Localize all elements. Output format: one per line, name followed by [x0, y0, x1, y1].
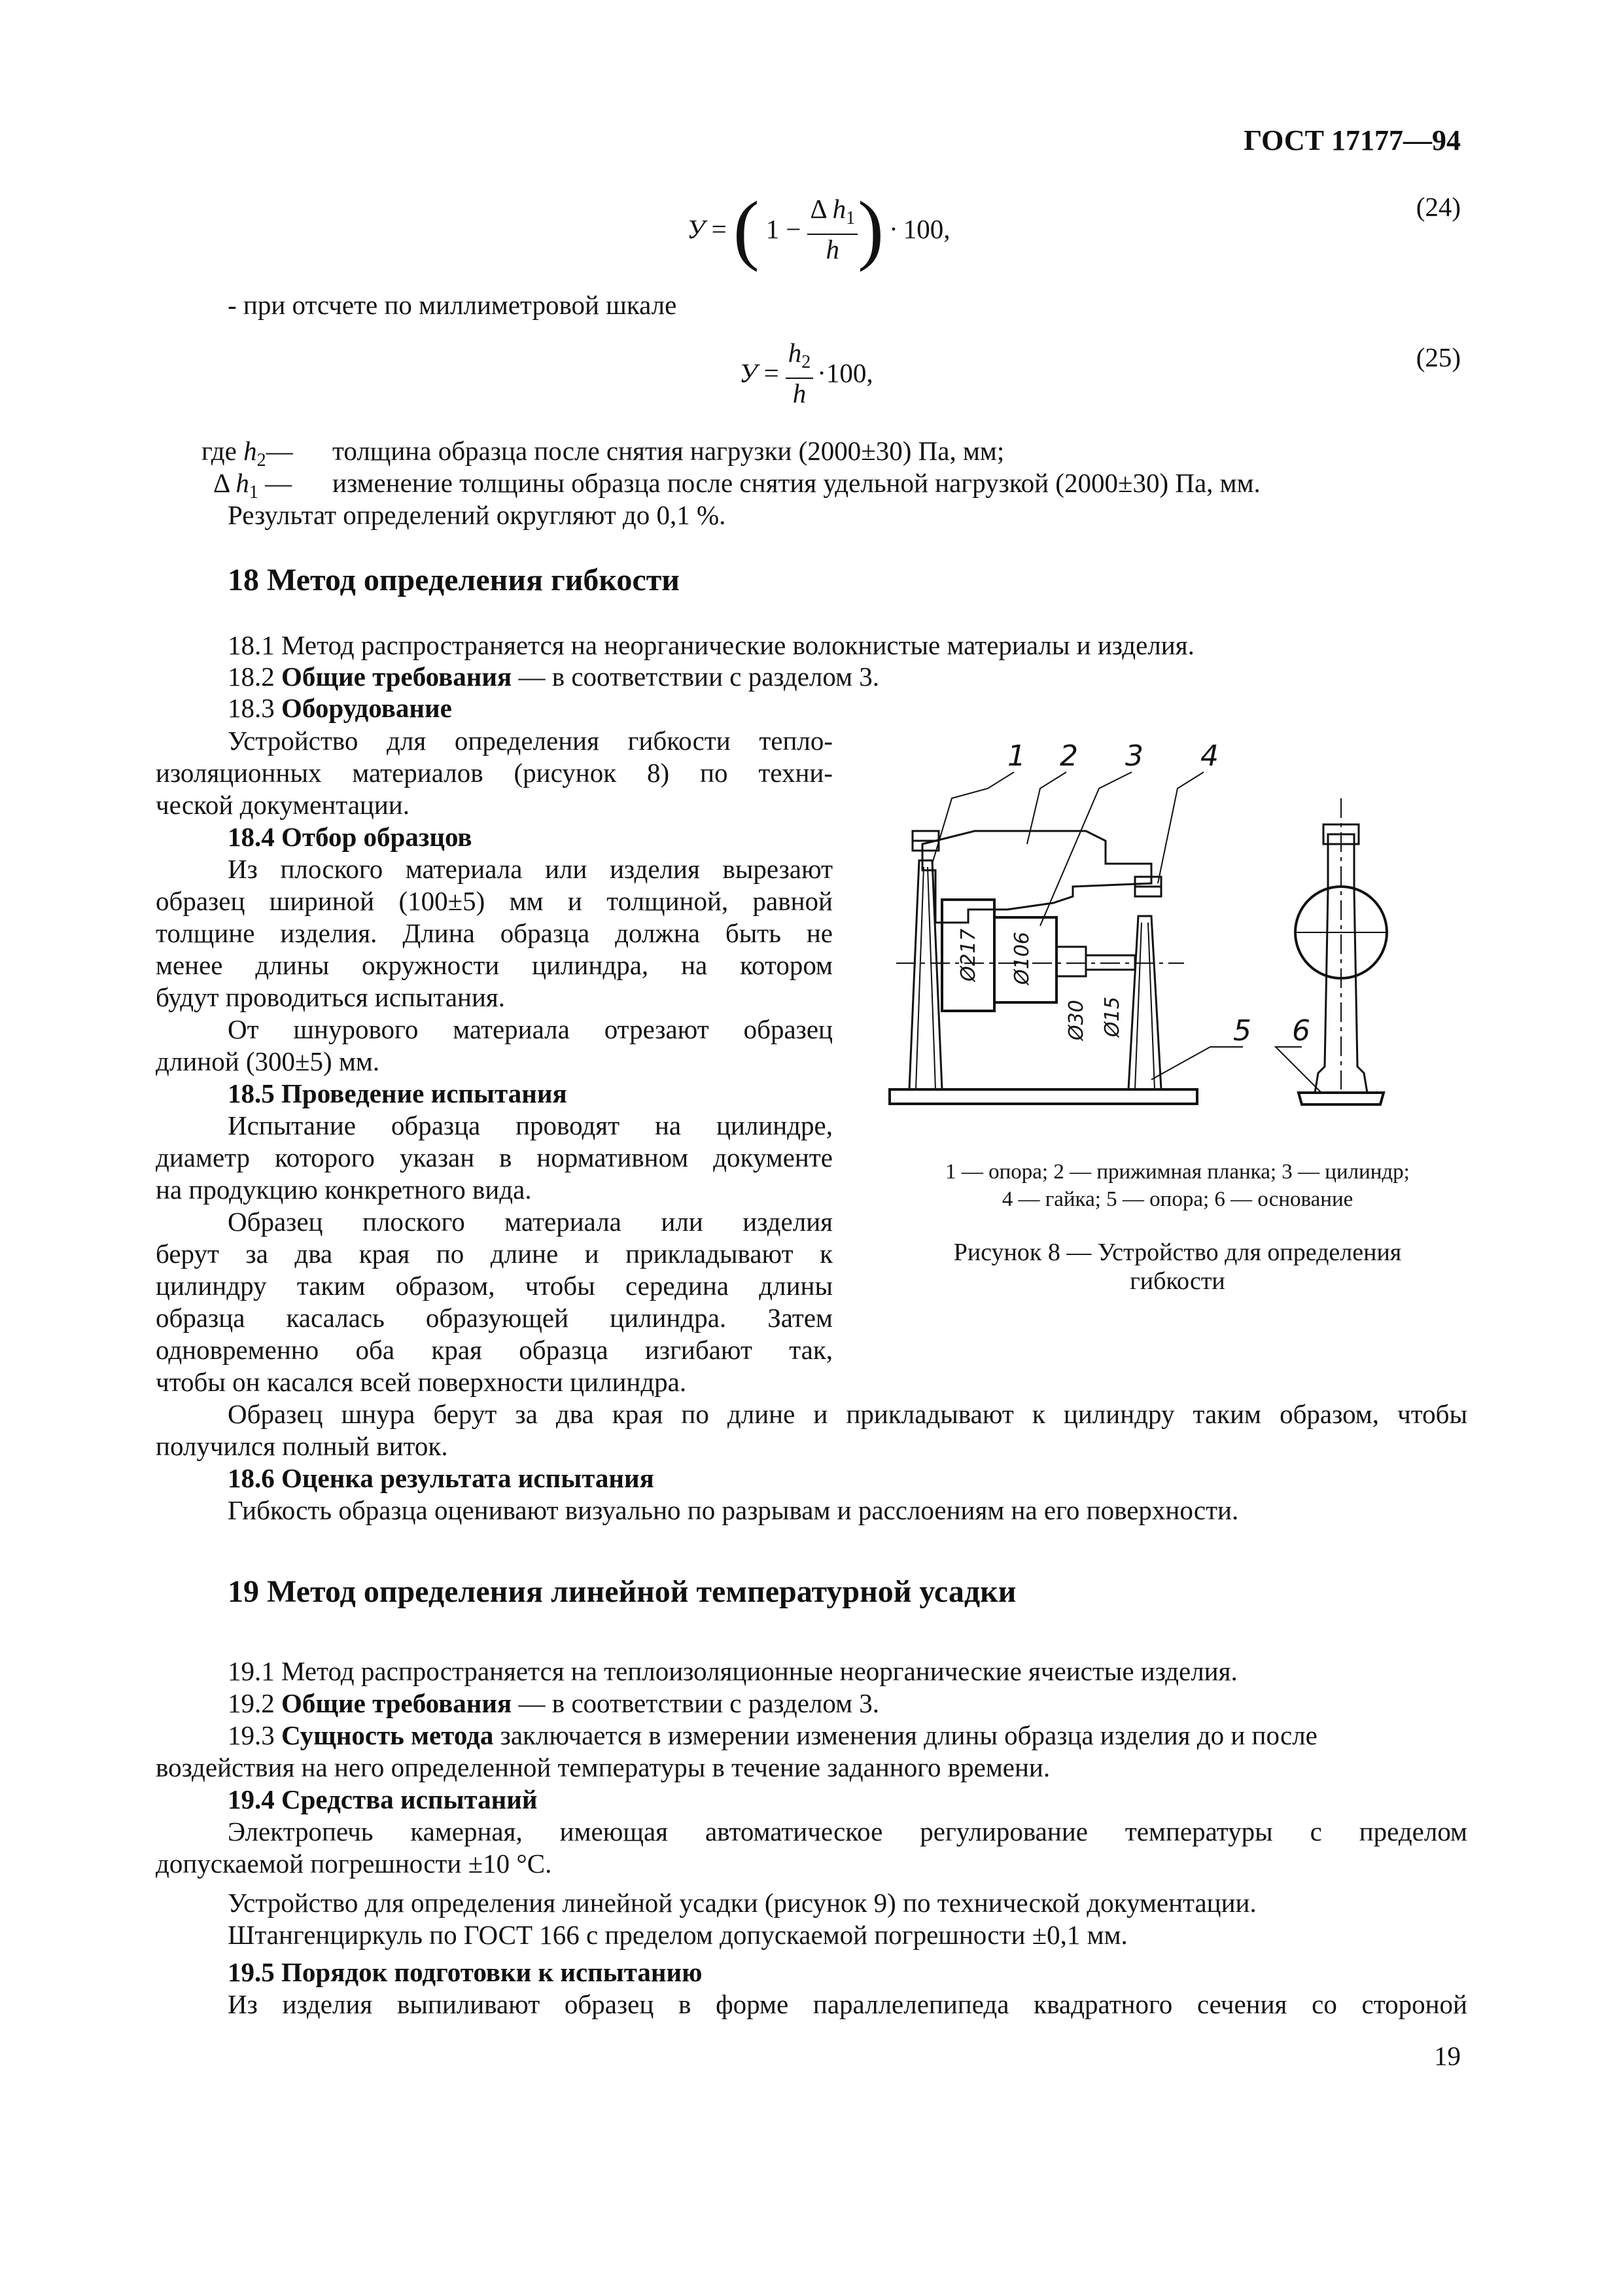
p-18-5-l1: Испытание образца проводят на цилиндре,: [228, 1110, 833, 1140]
figure-8-legend-line-2: 4 — гайка; 5 — опора; 6 — основание: [1002, 1188, 1353, 1211]
section-18-title: 18 Метод определения гибкости: [228, 563, 680, 597]
formula-25-fraction: [786, 338, 814, 407]
legend-dash: —: [266, 436, 293, 466]
side-base: [1299, 1093, 1384, 1104]
h1-subscript: 1: [846, 208, 856, 229]
legend-dh1-symbol: h: [236, 468, 249, 498]
p-18-3-bold: Оборудование: [281, 693, 452, 723]
p-19-4-l4: Штангенциркуль по ГОСТ 166 с пределом допускаемой погрешности ±0,1 мм.: [228, 1920, 1128, 1950]
formula-24-minus: −: [786, 213, 801, 244]
label-5: 5: [1233, 1014, 1251, 1048]
p-19-1: 19.1 Метод распространяется на теплоизоляционные неорганические ячеистые изделия.: [228, 1656, 1238, 1686]
p-18-5-l7: образца касалась образующей цилиндра. Затем: [156, 1303, 833, 1333]
p-19-4-title: 19.4 Средства испытаний: [228, 1784, 538, 1814]
p-19-4-l1: Электропечь камерная, имеющая автоматическое регулирование температуры с пределом: [228, 1816, 1467, 1846]
figure-8-caption-line-2: гибкости: [1130, 1267, 1225, 1295]
p-18-4-l5: будут проводиться испытания.: [156, 982, 506, 1012]
formula-25: У = $\frac{h_2}{h}$ ·100,: [739, 338, 873, 408]
p-19-3-bold: Сущность метода: [281, 1720, 494, 1750]
p-18-3-l3: ческой документации.: [156, 790, 410, 820]
formula-25-number: (25): [1416, 342, 1461, 372]
left-support: [909, 860, 942, 1089]
p-18-5-l4: Образец плоского материала или изделия: [228, 1207, 833, 1237]
section-19-title: 19 Метод определения линейной температурной усадки: [228, 1574, 1017, 1609]
h2-subscript: 2: [801, 352, 811, 373]
p-19-3-l2: воздействия на него определенной температуры в течение заданного времени.: [156, 1752, 1051, 1782]
p-18-5-l9: чтобы он касался всей поверхности цилиндра.: [156, 1367, 687, 1397]
p-18-1: 18.1 Метод распространяется на неорганические волокнистые материалы и изделия.: [228, 630, 1195, 660]
h-symbol: h: [826, 234, 839, 264]
text-scale: - при отсчете по миллиметровой шкале: [228, 290, 677, 320]
legend-h2-symbol: h: [243, 436, 257, 466]
doc-id: ГОСТ 17177—94: [1244, 124, 1461, 156]
p-18-4-l4: менее длины окружности цилиндра, на котором: [156, 950, 833, 980]
figure-8-caption-line-1: Рисунок 8 — Устройство для определения: [953, 1239, 1402, 1266]
figure-8-legend: [864, 1158, 1492, 1213]
p-18-4-title: 18.4 Отбор образцов: [228, 822, 472, 852]
clamp-bar: [922, 831, 1151, 923]
p-18-5-title: 18.5 Проведение испытания: [228, 1078, 567, 1108]
cylinder-small: [1056, 947, 1086, 976]
label-3: 3: [1125, 739, 1143, 773]
formula-24-rest: 100,: [903, 213, 951, 244]
h-symbol-25: h: [792, 378, 807, 408]
formula-24-fraction: [807, 194, 858, 263]
p-18-4-l3: толщине изделия. Длина образца должна быть не: [156, 918, 833, 948]
p-19-4-l2: допускаемой погрешности ±10 °С.: [156, 1848, 552, 1879]
p-18-5-l3: на продукцию конкретного вида.: [156, 1174, 532, 1205]
legend-result: Результат определений округляют до 0,1 %.: [228, 500, 726, 530]
p-19-5-l1: Из изделия выпиливают образец в форме параллелепипеда квадратного сечения со стороной: [228, 1989, 1467, 2019]
figure-8-legend-line-1: 1 — опора; 2 — прижимная планка; 3 — цилиндр;: [945, 1160, 1410, 1184]
p-18-3-l2: изоляционных материалов (рисунок 8) по техни-: [156, 758, 833, 788]
p-18-5-l2: диаметр которого указан в нормативном документе: [156, 1142, 833, 1173]
page-number: 19: [1434, 2041, 1461, 2071]
p-18-5-l5: берут за два края по длине и прикладывают к: [156, 1239, 833, 1269]
p-19-2: 19.2 Общие требования — в соответствии с разделом 3.: [228, 1688, 880, 1718]
dim-30: Ø30: [1065, 1000, 1088, 1040]
p-18-2-bold: Общие требования: [281, 662, 512, 692]
p-18-5-l10: Образец шнура берут за два края по длине и прикладывают к цилиндру таким образом, чтобы: [228, 1399, 1467, 1429]
p-18-4-l7: длиной (300±5) мм.: [156, 1046, 380, 1076]
figure-8-caption: [864, 1238, 1492, 1296]
label-2: 2: [1060, 739, 1078, 773]
p-18-2: 18.2 Общие требования — в соответствии с разделом 3.: [228, 662, 880, 692]
legend-delta: Δ: [213, 468, 230, 498]
p-18-6-l1: Гибкость образца оценивают визуально по разрывам и расслоениям на его поверхности.: [228, 1495, 1239, 1525]
formula-24: У = ( 1 − $\frac{\Delta h_1}{h}$ ) · 100,: [687, 185, 951, 272]
p-19-3: 19.3 Сущность метода заключается в измерении изменения длины образца изделия до и после: [228, 1720, 1318, 1750]
label-6: 6: [1292, 1014, 1310, 1048]
formula-25-rest: ·100,: [817, 357, 873, 388]
h2-symbol: h: [788, 338, 802, 368]
p-18-5-l6: цилиндру таким образом, чтобы середина длины: [156, 1271, 833, 1301]
p-18-6-title: 18.6 Оценка результата испытания: [228, 1463, 654, 1493]
legend-dh1-desc: изменение толщины образца после снятия удельной нагрузкой (2000±30) Па, мм.: [332, 468, 1261, 498]
p-18-5-l8: одновременно оба края образца изгибают так,: [156, 1335, 833, 1365]
p-18-4-l2: образец шириной (100±5) мм и толщиной, равной: [156, 886, 833, 916]
label-4: 4: [1200, 739, 1219, 773]
p-18-4-l6: От шнурового материала отрезают образец: [228, 1014, 833, 1044]
legend-dh1: Δ $h_1$ —: [213, 468, 292, 503]
legend-where: где: [201, 436, 237, 466]
p-19-2-bold: Общие требования: [281, 1688, 512, 1718]
legend-h2-subscript: 2: [256, 450, 266, 471]
label-1: 1: [1007, 739, 1026, 773]
dim-106: Ø106: [1011, 932, 1034, 985]
base-plate: [890, 1089, 1197, 1104]
figure-8-drawing: [877, 726, 1492, 1132]
legend-h2-desc: толщина образца после снятия нагрузки (2000±30) Па, мм;: [332, 436, 1005, 466]
p-18-5-l11: получился полный виток.: [156, 1431, 448, 1461]
formula-25-lhs: У: [739, 357, 758, 388]
h1-symbol: h: [832, 194, 846, 224]
formula-24-lhs: У: [687, 213, 705, 244]
dim-217: Ø217: [957, 928, 980, 981]
dim-15: Ø15: [1101, 997, 1124, 1037]
formula-24-one: 1: [765, 213, 780, 244]
p-19-5-title: 19.5 Порядок подготовки к испытанию: [228, 1957, 703, 1987]
legend-dh1-subscript: 1: [249, 482, 258, 503]
formula-24-number: (24): [1416, 192, 1461, 222]
right-support: [1128, 916, 1161, 1089]
p-19-4-l3: Устройство для определения линейной усадки (рисунок 9) по технической документации.: [228, 1888, 1257, 1918]
p-18-3: 18.3 Оборудование: [228, 693, 452, 723]
p-18-4-l1: Из плоского материала или изделия вырезают: [228, 854, 833, 884]
delta-symbol: Δ: [810, 194, 826, 224]
mult-dot: ·: [889, 213, 898, 244]
p-18-3-l1: Устройство для определения гибкости тепло-: [228, 726, 833, 756]
